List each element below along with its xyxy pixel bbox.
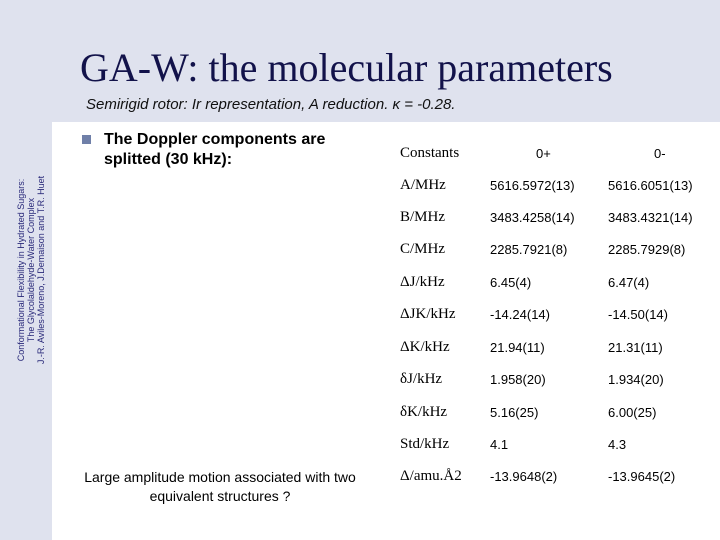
value-plus: 21.94(11) <box>490 340 545 355</box>
sidebar-citation <box>16 90 64 450</box>
row-label: ΔJ/kHz <box>400 274 445 290</box>
value-minus: 5616.6051(13) <box>608 178 693 193</box>
value-plus: 3483.4258(14) <box>490 210 575 225</box>
value-plus: 1.958(20) <box>490 372 546 387</box>
value-minus: 6.00(25) <box>608 405 657 420</box>
value-plus: -13.9648(2) <box>490 469 558 484</box>
table-header <box>400 145 720 165</box>
row-label: A/MHz <box>400 177 446 193</box>
slide-subtitle: Semirigid rotor: Ir representation, A reduction. κ = -0.28. <box>86 96 456 113</box>
value-minus: 4.3 <box>608 437 627 452</box>
row-label: Std/kHz <box>400 436 450 452</box>
value-minus: 1.934(20) <box>608 372 664 387</box>
value-minus: -13.9645(2) <box>608 469 676 484</box>
header-constants: Constants <box>400 145 460 161</box>
value-minus: 3483.4321(14) <box>608 210 693 225</box>
bullet-text: The Doppler components are splitted (30 kHz): <box>104 131 326 168</box>
row-label: ΔK/kHz <box>400 339 450 355</box>
value-plus: 5616.5972(13) <box>490 178 575 193</box>
table-row <box>400 404 720 424</box>
value-minus: 6.47(4) <box>608 275 650 290</box>
sidebar-line: The Glycolaldehyde-Water Complex <box>26 197 36 343</box>
row-label: B/MHz <box>400 209 445 225</box>
table-row <box>400 339 720 359</box>
square-bullet-icon <box>82 135 91 144</box>
value-plus: -14.24(14) <box>490 307 550 322</box>
value-plus: 2285.7921(8) <box>490 242 568 257</box>
value-plus: 5.16(25) <box>490 405 539 420</box>
row-label: Δ/amu.Å2 <box>400 468 462 484</box>
sidebar-line: Conformational Flexibility in Hydrated Sugars: <box>16 178 26 362</box>
table-row <box>400 274 720 294</box>
header-state-minus: 0- <box>654 146 666 161</box>
slide-title: GA-W: the molecular parameters <box>80 45 613 90</box>
table-row <box>400 371 720 391</box>
row-label: C/MHz <box>400 241 445 257</box>
table-row <box>400 177 720 197</box>
value-plus: 6.45(4) <box>490 275 532 290</box>
value-minus: 21.31(11) <box>608 340 663 355</box>
row-label: δK/kHz <box>400 404 448 420</box>
table-row <box>400 241 720 261</box>
table-row <box>400 306 720 326</box>
value-minus: 2285.7929(8) <box>608 242 686 257</box>
header-state-plus: 0+ <box>536 146 551 161</box>
row-label: δJ/kHz <box>400 371 443 387</box>
table-row <box>400 209 720 229</box>
value-minus: -14.50(14) <box>608 307 668 322</box>
footnote-text: Large amplitude motion associated with two equivalent structures ? <box>84 469 356 504</box>
table-row <box>400 436 720 456</box>
table-row <box>400 468 720 488</box>
row-label: ΔJK/kHz <box>400 306 456 322</box>
sidebar-line: J.-R. Aviles-Moreno, J.Demaison and T.R. Huet <box>36 175 46 365</box>
value-plus: 4.1 <box>490 437 509 452</box>
